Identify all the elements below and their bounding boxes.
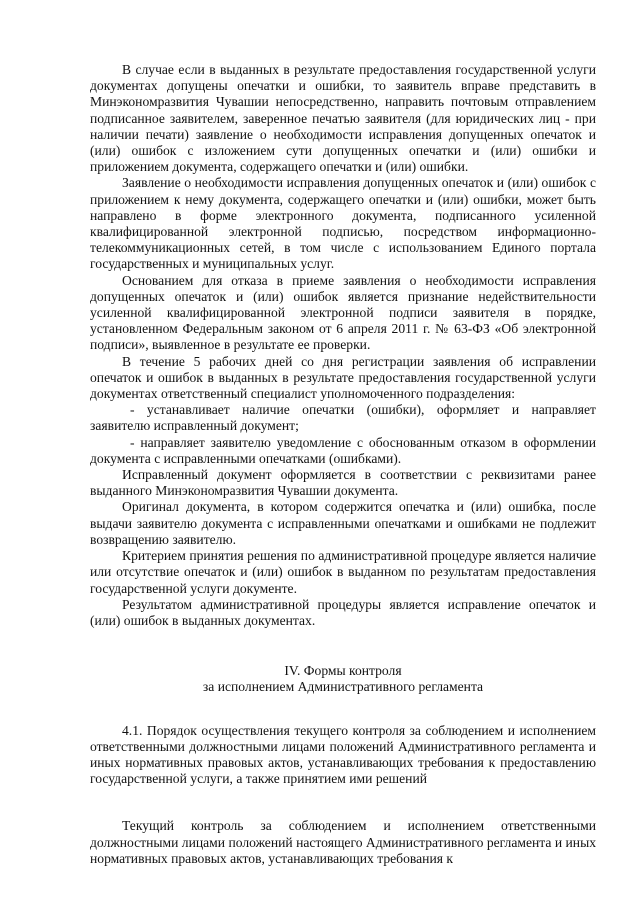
paragraph-corrected-document: Исправленный документ оформляется в соответствии с реквизитами ранее выданного Минэкономразвития Чувашии документа. xyxy=(90,467,596,499)
paragraph-processing-deadline: В течение 5 рабочих дней со дня регистрации заявления об исправлении опечаток и ошибок в выданных в результате предоставления государственной услуги документах ответственный специалист уполномоченного подразделения: xyxy=(90,353,596,402)
list-item-refusal-notice: - направляет заявителю уведомление с обоснованным отказом в оформлении документа с исправленными опечатками (ошибками). xyxy=(90,434,596,466)
section-heading xyxy=(90,663,596,695)
paragraph-original-document: Оригинал документа, в котором содержится опечатка и (или) ошибка, после выдачи заявителю документа с исправленными опечатками и ошибками не подлежит возвращению заявителю. xyxy=(90,499,596,547)
paragraph-refusal-grounds: Основанием для отказа в приеме заявления о необходимости исправления допущенных опечаток и (или) ошибок является признание недействительности усиленной квалифицированной электронной подписи заявителя в порядке, установленном Федеральным законом от 6 апреля 2011 г. № 63-ФЗ «Об электронной подписи», выявленное в результате ее проверки. xyxy=(90,272,596,353)
list-item-issue-corrected: - устанавливает наличие опечатки (ошибки), оформляет и направляет заявителю исправленный документ; xyxy=(90,402,596,434)
paragraph-corrections-request: В случае если в выданных в результате предоставления государственной услуги документах допущены опечатки и ошибки, то заявитель вправе представить в Минэкономразвития Чувашии непосредственно, направить почтовым отправлением подписанное заявителем, заверенное печатью заявителя (для юридических лиц - при наличии печати) заявление о необходимости исправления допущенных опечаток и (или) ошибок с изложением сути допущенных опечатки и (или) ошибки и приложением документа, содержащего опечатки и (или) ошибки. xyxy=(90,62,596,175)
paragraph-procedure-result: Результатом административной процедуры является исправление опечаток и (или) ошибок в выданных документах. xyxy=(90,596,596,628)
paragraph-current-control: Текущий контроль за соблюдением и исполнением ответственными должностными лицами положений настоящего Административного регламента и иных нормативных правовых актов, устанавливающих требования к xyxy=(90,818,596,866)
paragraph-decision-criterion: Критерием принятия решения по административной процедуре является наличие или отсутствие опечаток и (или) ошибок в выданном по результатам предоставления государственной услуги документе. xyxy=(90,548,596,596)
paragraph-electronic-application: Заявление о необходимости исправления допущенных опечаток и (или) ошибок с приложением к нему документа, содержащего опечатки и (или) ошибки, может быть направлено в форме электронного документа, подписанного усиленной квалифицированной электронной подписью, посредством информационно-телекоммуникационных сетей, в том числе с использованием Единого портала государственных и муниципальных услуг. xyxy=(90,175,596,272)
section-heading-line2: за исполнением Административного регламента xyxy=(202,679,484,695)
section-heading-line1: IV. Формы контроля xyxy=(284,663,402,679)
subsection-heading: 4.1. Порядок осуществления текущего контроля за соблюдением и исполнением ответственными должностными лицами положений Административного регламента и иных нормативных правовых актов, устанавливающих требования к предоставлению государственной услуги, а также принятием ими решений xyxy=(90,722,596,787)
